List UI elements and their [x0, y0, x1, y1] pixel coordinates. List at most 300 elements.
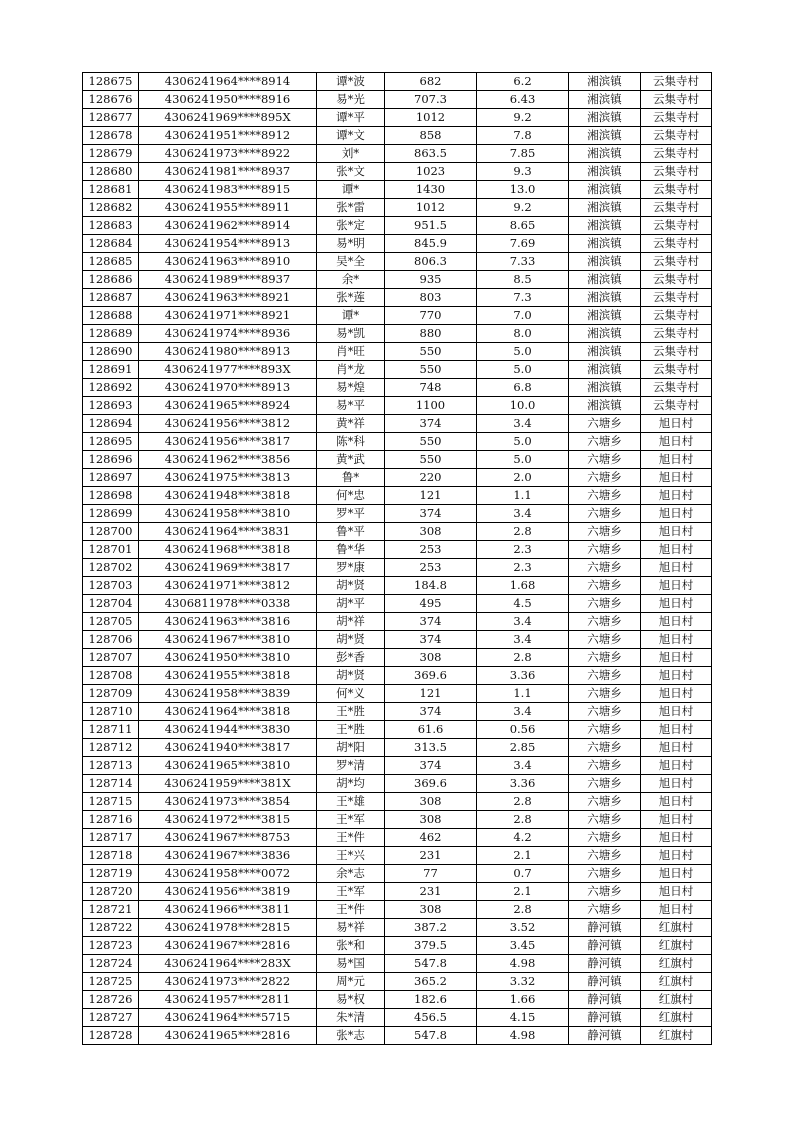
table-row: [83, 307, 712, 325]
name-cell: 易*平: [317, 397, 385, 415]
id-number-cell: 4306241948****3818: [139, 487, 317, 505]
id-number-cell: 4306241964****3831: [139, 523, 317, 541]
amount-cell: 550: [385, 433, 477, 451]
name-cell: 黄*祥: [317, 415, 385, 433]
id-number-cell: 4306241964****5715: [139, 1009, 317, 1027]
area-cell: 2.8: [477, 901, 569, 919]
amount-cell: 308: [385, 523, 477, 541]
village-cell: 旭日村: [641, 847, 712, 865]
table-row: [83, 847, 712, 865]
table-row: [83, 865, 712, 883]
name-cell: 王*军: [317, 883, 385, 901]
name-cell: 鲁*华: [317, 541, 385, 559]
area-cell: 7.3: [477, 289, 569, 307]
town-cell: 六塘乡: [569, 739, 641, 757]
village-cell: 旭日村: [641, 613, 712, 631]
village-cell: 旭日村: [641, 577, 712, 595]
record-id-cell: 128687: [83, 289, 139, 307]
table-row: [83, 775, 712, 793]
name-cell: 易*凯: [317, 325, 385, 343]
amount-cell: 550: [385, 343, 477, 361]
amount-cell: 379.5: [385, 937, 477, 955]
town-cell: 六塘乡: [569, 811, 641, 829]
amount-cell: 369.6: [385, 667, 477, 685]
table-row: [83, 397, 712, 415]
amount-cell: 748: [385, 379, 477, 397]
village-cell: 旭日村: [641, 631, 712, 649]
name-cell: 王*胜: [317, 721, 385, 739]
amount-cell: 1430: [385, 181, 477, 199]
town-cell: 湘滨镇: [569, 397, 641, 415]
area-cell: 8.5: [477, 271, 569, 289]
table-row: [83, 415, 712, 433]
town-cell: 六塘乡: [569, 901, 641, 919]
town-cell: 湘滨镇: [569, 181, 641, 199]
village-cell: 旭日村: [641, 775, 712, 793]
village-cell: 云集寺村: [641, 127, 712, 145]
village-cell: 云集寺村: [641, 91, 712, 109]
table-row: [83, 217, 712, 235]
area-cell: 7.0: [477, 307, 569, 325]
village-cell: 云集寺村: [641, 397, 712, 415]
name-cell: 罗*清: [317, 757, 385, 775]
amount-cell: 770: [385, 307, 477, 325]
amount-cell: 365.2: [385, 973, 477, 991]
id-number-cell: 4306241989****8937: [139, 271, 317, 289]
area-cell: 3.4: [477, 703, 569, 721]
area-cell: 6.2: [477, 73, 569, 91]
area-cell: 2.3: [477, 541, 569, 559]
amount-cell: 374: [385, 757, 477, 775]
amount-cell: 863.5: [385, 145, 477, 163]
table-row: [83, 433, 712, 451]
amount-cell: 253: [385, 559, 477, 577]
name-cell: 何*忠: [317, 487, 385, 505]
town-cell: 六塘乡: [569, 685, 641, 703]
area-cell: 3.4: [477, 631, 569, 649]
name-cell: 罗*平: [317, 505, 385, 523]
table-row: [83, 613, 712, 631]
record-id-cell: 128676: [83, 91, 139, 109]
record-id-cell: 128711: [83, 721, 139, 739]
name-cell: 胡*祥: [317, 613, 385, 631]
area-cell: 9.3: [477, 163, 569, 181]
village-cell: 云集寺村: [641, 217, 712, 235]
name-cell: 刘*: [317, 145, 385, 163]
area-cell: 5.0: [477, 361, 569, 379]
record-id-cell: 128704: [83, 595, 139, 613]
name-cell: 鲁*: [317, 469, 385, 487]
amount-cell: 858: [385, 127, 477, 145]
amount-cell: 387.2: [385, 919, 477, 937]
record-id-cell: 128693: [83, 397, 139, 415]
record-id-cell: 128697: [83, 469, 139, 487]
town-cell: 湘滨镇: [569, 235, 641, 253]
area-cell: 1.1: [477, 487, 569, 505]
area-cell: 7.69: [477, 235, 569, 253]
record-id-cell: 128728: [83, 1027, 139, 1045]
village-cell: 旭日村: [641, 703, 712, 721]
name-cell: 张*和: [317, 937, 385, 955]
record-id-cell: 128699: [83, 505, 139, 523]
id-number-cell: 4306241962****3856: [139, 451, 317, 469]
amount-cell: 308: [385, 649, 477, 667]
area-cell: 3.4: [477, 757, 569, 775]
id-number-cell: 4306241972****3815: [139, 811, 317, 829]
village-cell: 云集寺村: [641, 361, 712, 379]
id-number-cell: 4306241965****3810: [139, 757, 317, 775]
record-id-cell: 128685: [83, 253, 139, 271]
amount-cell: 495: [385, 595, 477, 613]
table-row: [83, 505, 712, 523]
village-cell: 旭日村: [641, 559, 712, 577]
village-cell: 旭日村: [641, 901, 712, 919]
id-number-cell: 4306241975****3813: [139, 469, 317, 487]
record-id-cell: 128698: [83, 487, 139, 505]
id-number-cell: 4306241962****8914: [139, 217, 317, 235]
area-cell: 8.0: [477, 325, 569, 343]
record-id-cell: 128701: [83, 541, 139, 559]
name-cell: 肖*龙: [317, 361, 385, 379]
name-cell: 胡*阳: [317, 739, 385, 757]
village-cell: 云集寺村: [641, 163, 712, 181]
area-cell: 2.0: [477, 469, 569, 487]
id-number-cell: 4306241964****8914: [139, 73, 317, 91]
id-number-cell: 4306241955****3818: [139, 667, 317, 685]
amount-cell: 880: [385, 325, 477, 343]
name-cell: 黄*武: [317, 451, 385, 469]
amount-cell: 374: [385, 505, 477, 523]
name-cell: 周*元: [317, 973, 385, 991]
id-number-cell: 4306811978****0338: [139, 595, 317, 613]
id-number-cell: 4306241963****3816: [139, 613, 317, 631]
record-id-cell: 128713: [83, 757, 139, 775]
id-number-cell: 4306241965****8924: [139, 397, 317, 415]
id-number-cell: 4306241974****8936: [139, 325, 317, 343]
id-number-cell: 4306241956****3819: [139, 883, 317, 901]
table-row: [83, 793, 712, 811]
name-cell: 陈*科: [317, 433, 385, 451]
amount-cell: 220: [385, 469, 477, 487]
area-cell: 2.8: [477, 811, 569, 829]
name-cell: 胡*均: [317, 775, 385, 793]
data-table: [82, 72, 712, 1045]
town-cell: 六塘乡: [569, 829, 641, 847]
table-row: [83, 631, 712, 649]
table-row: [83, 901, 712, 919]
town-cell: 湘滨镇: [569, 199, 641, 217]
area-cell: 1.68: [477, 577, 569, 595]
name-cell: 张*莲: [317, 289, 385, 307]
record-id-cell: 128692: [83, 379, 139, 397]
name-cell: 谭*: [317, 307, 385, 325]
name-cell: 肖*旺: [317, 343, 385, 361]
id-number-cell: 4306241956****3817: [139, 433, 317, 451]
record-id-cell: 128717: [83, 829, 139, 847]
record-id-cell: 128702: [83, 559, 139, 577]
town-cell: 六塘乡: [569, 577, 641, 595]
village-cell: 云集寺村: [641, 199, 712, 217]
record-id-cell: 128680: [83, 163, 139, 181]
id-number-cell: 4306241951****8912: [139, 127, 317, 145]
area-cell: 2.8: [477, 523, 569, 541]
town-cell: 六塘乡: [569, 469, 641, 487]
id-number-cell: 4306241957****2811: [139, 991, 317, 1009]
amount-cell: 374: [385, 703, 477, 721]
town-cell: 六塘乡: [569, 523, 641, 541]
town-cell: 六塘乡: [569, 613, 641, 631]
record-id-cell: 128710: [83, 703, 139, 721]
area-cell: 4.98: [477, 955, 569, 973]
town-cell: 湘滨镇: [569, 325, 641, 343]
village-cell: 旭日村: [641, 505, 712, 523]
name-cell: 易*煌: [317, 379, 385, 397]
name-cell: 胡*贤: [317, 667, 385, 685]
area-cell: 3.4: [477, 505, 569, 523]
village-cell: 旭日村: [641, 415, 712, 433]
id-number-cell: 4306241973****3854: [139, 793, 317, 811]
area-cell: 10.0: [477, 397, 569, 415]
table-row: [83, 757, 712, 775]
area-cell: 2.1: [477, 847, 569, 865]
id-number-cell: 4306241973****2822: [139, 973, 317, 991]
area-cell: 7.8: [477, 127, 569, 145]
village-cell: 旭日村: [641, 451, 712, 469]
id-number-cell: 4306241950****3810: [139, 649, 317, 667]
record-id-cell: 128706: [83, 631, 139, 649]
amount-cell: 935: [385, 271, 477, 289]
amount-cell: 707.3: [385, 91, 477, 109]
area-cell: 6.8: [477, 379, 569, 397]
record-id-cell: 128675: [83, 73, 139, 91]
id-number-cell: 4306241963****8910: [139, 253, 317, 271]
village-cell: 旭日村: [641, 757, 712, 775]
amount-cell: 184.8: [385, 577, 477, 595]
name-cell: 易*权: [317, 991, 385, 1009]
amount-cell: 182.6: [385, 991, 477, 1009]
village-cell: 云集寺村: [641, 343, 712, 361]
village-cell: 红旗村: [641, 991, 712, 1009]
amount-cell: 77: [385, 865, 477, 883]
record-id-cell: 128703: [83, 577, 139, 595]
table-row: [83, 721, 712, 739]
amount-cell: 308: [385, 901, 477, 919]
record-id-cell: 128700: [83, 523, 139, 541]
area-cell: 3.45: [477, 937, 569, 955]
village-cell: 云集寺村: [641, 325, 712, 343]
table-row: [83, 649, 712, 667]
town-cell: 六塘乡: [569, 451, 641, 469]
town-cell: 静河镇: [569, 973, 641, 991]
record-id-cell: 128679: [83, 145, 139, 163]
area-cell: 1.1: [477, 685, 569, 703]
amount-cell: 845.9: [385, 235, 477, 253]
village-cell: 红旗村: [641, 937, 712, 955]
id-number-cell: 4306241955****8911: [139, 199, 317, 217]
area-cell: 2.8: [477, 793, 569, 811]
village-cell: 旭日村: [641, 739, 712, 757]
area-cell: 1.66: [477, 991, 569, 1009]
village-cell: 云集寺村: [641, 253, 712, 271]
amount-cell: 547.8: [385, 1027, 477, 1045]
table-row: [83, 883, 712, 901]
village-cell: 红旗村: [641, 919, 712, 937]
id-number-cell: 4306241983****8915: [139, 181, 317, 199]
table-row: [83, 271, 712, 289]
amount-cell: 231: [385, 883, 477, 901]
record-id-cell: 128714: [83, 775, 139, 793]
record-id-cell: 128682: [83, 199, 139, 217]
town-cell: 湘滨镇: [569, 127, 641, 145]
record-id-cell: 128719: [83, 865, 139, 883]
area-cell: 3.36: [477, 667, 569, 685]
id-number-cell: 4306241958****3810: [139, 505, 317, 523]
record-id-cell: 128727: [83, 1009, 139, 1027]
record-id-cell: 128723: [83, 937, 139, 955]
record-id-cell: 128726: [83, 991, 139, 1009]
table-row: [83, 577, 712, 595]
record-id-cell: 128716: [83, 811, 139, 829]
amount-cell: 456.5: [385, 1009, 477, 1027]
town-cell: 湘滨镇: [569, 379, 641, 397]
town-cell: 湘滨镇: [569, 73, 641, 91]
village-cell: 红旗村: [641, 973, 712, 991]
area-cell: 0.7: [477, 865, 569, 883]
area-cell: 3.52: [477, 919, 569, 937]
record-id-cell: 128686: [83, 271, 139, 289]
amount-cell: 374: [385, 613, 477, 631]
village-cell: 红旗村: [641, 1027, 712, 1045]
name-cell: 胡*平: [317, 595, 385, 613]
id-number-cell: 4306241967****8753: [139, 829, 317, 847]
amount-cell: 1100: [385, 397, 477, 415]
town-cell: 湘滨镇: [569, 307, 641, 325]
table-row: [83, 937, 712, 955]
amount-cell: 369.6: [385, 775, 477, 793]
table-row: [83, 253, 712, 271]
id-number-cell: 4306241980****8913: [139, 343, 317, 361]
name-cell: 余*志: [317, 865, 385, 883]
area-cell: 3.4: [477, 613, 569, 631]
table-row: [83, 235, 712, 253]
area-cell: 7.33: [477, 253, 569, 271]
name-cell: 余*: [317, 271, 385, 289]
record-id-cell: 128720: [83, 883, 139, 901]
village-cell: 云集寺村: [641, 181, 712, 199]
amount-cell: 374: [385, 415, 477, 433]
id-number-cell: 4306241970****8913: [139, 379, 317, 397]
name-cell: 谭*文: [317, 127, 385, 145]
id-number-cell: 4306241967****3836: [139, 847, 317, 865]
id-number-cell: 4306241966****3811: [139, 901, 317, 919]
table-row: [83, 811, 712, 829]
village-cell: 旭日村: [641, 883, 712, 901]
town-cell: 湘滨镇: [569, 109, 641, 127]
name-cell: 张*雷: [317, 199, 385, 217]
town-cell: 六塘乡: [569, 505, 641, 523]
town-cell: 湘滨镇: [569, 289, 641, 307]
record-id-cell: 128721: [83, 901, 139, 919]
town-cell: 湘滨镇: [569, 163, 641, 181]
table-row: [83, 541, 712, 559]
table-row: [83, 973, 712, 991]
record-id-cell: 128683: [83, 217, 139, 235]
town-cell: 静河镇: [569, 991, 641, 1009]
name-cell: 吴*全: [317, 253, 385, 271]
amount-cell: 1012: [385, 109, 477, 127]
area-cell: 2.85: [477, 739, 569, 757]
record-id-cell: 128690: [83, 343, 139, 361]
name-cell: 张*定: [317, 217, 385, 235]
table-row: [83, 1027, 712, 1045]
id-number-cell: 4306241964****283X: [139, 955, 317, 973]
id-number-cell: 4306241963****8921: [139, 289, 317, 307]
table-row: [83, 955, 712, 973]
id-number-cell: 4306241959****381X: [139, 775, 317, 793]
id-number-cell: 4306241969****3817: [139, 559, 317, 577]
id-number-cell: 4306241954****8913: [139, 235, 317, 253]
village-cell: 旭日村: [641, 433, 712, 451]
name-cell: 朱*清: [317, 1009, 385, 1027]
record-id-cell: 128722: [83, 919, 139, 937]
village-cell: 旭日村: [641, 721, 712, 739]
record-id-cell: 128681: [83, 181, 139, 199]
village-cell: 云集寺村: [641, 145, 712, 163]
table-row: [83, 163, 712, 181]
village-cell: 红旗村: [641, 1009, 712, 1027]
area-cell: 0.56: [477, 721, 569, 739]
town-cell: 六塘乡: [569, 847, 641, 865]
village-cell: 红旗村: [641, 955, 712, 973]
village-cell: 旭日村: [641, 667, 712, 685]
table-row: [83, 73, 712, 91]
town-cell: 静河镇: [569, 937, 641, 955]
town-cell: 静河镇: [569, 1009, 641, 1027]
town-cell: 六塘乡: [569, 883, 641, 901]
record-id-cell: 128696: [83, 451, 139, 469]
amount-cell: 1023: [385, 163, 477, 181]
village-cell: 旭日村: [641, 793, 712, 811]
record-id-cell: 128684: [83, 235, 139, 253]
name-cell: 王*胜: [317, 703, 385, 721]
name-cell: 张*文: [317, 163, 385, 181]
area-cell: 13.0: [477, 181, 569, 199]
table-row: [83, 667, 712, 685]
amount-cell: 462: [385, 829, 477, 847]
table-row: [83, 289, 712, 307]
village-cell: 旭日村: [641, 829, 712, 847]
table-row: [83, 199, 712, 217]
name-cell: 谭*: [317, 181, 385, 199]
record-id-cell: 128678: [83, 127, 139, 145]
name-cell: 易*光: [317, 91, 385, 109]
id-number-cell: 4306241968****3818: [139, 541, 317, 559]
name-cell: 罗*康: [317, 559, 385, 577]
village-cell: 旭日村: [641, 541, 712, 559]
table-row: [83, 919, 712, 937]
name-cell: 王*军: [317, 811, 385, 829]
area-cell: 3.32: [477, 973, 569, 991]
area-cell: 9.2: [477, 109, 569, 127]
area-cell: 3.36: [477, 775, 569, 793]
village-cell: 云集寺村: [641, 289, 712, 307]
area-cell: 9.2: [477, 199, 569, 217]
name-cell: 易*国: [317, 955, 385, 973]
id-number-cell: 4306241956****3812: [139, 415, 317, 433]
village-cell: 云集寺村: [641, 235, 712, 253]
town-cell: 六塘乡: [569, 559, 641, 577]
record-id-cell: 128715: [83, 793, 139, 811]
